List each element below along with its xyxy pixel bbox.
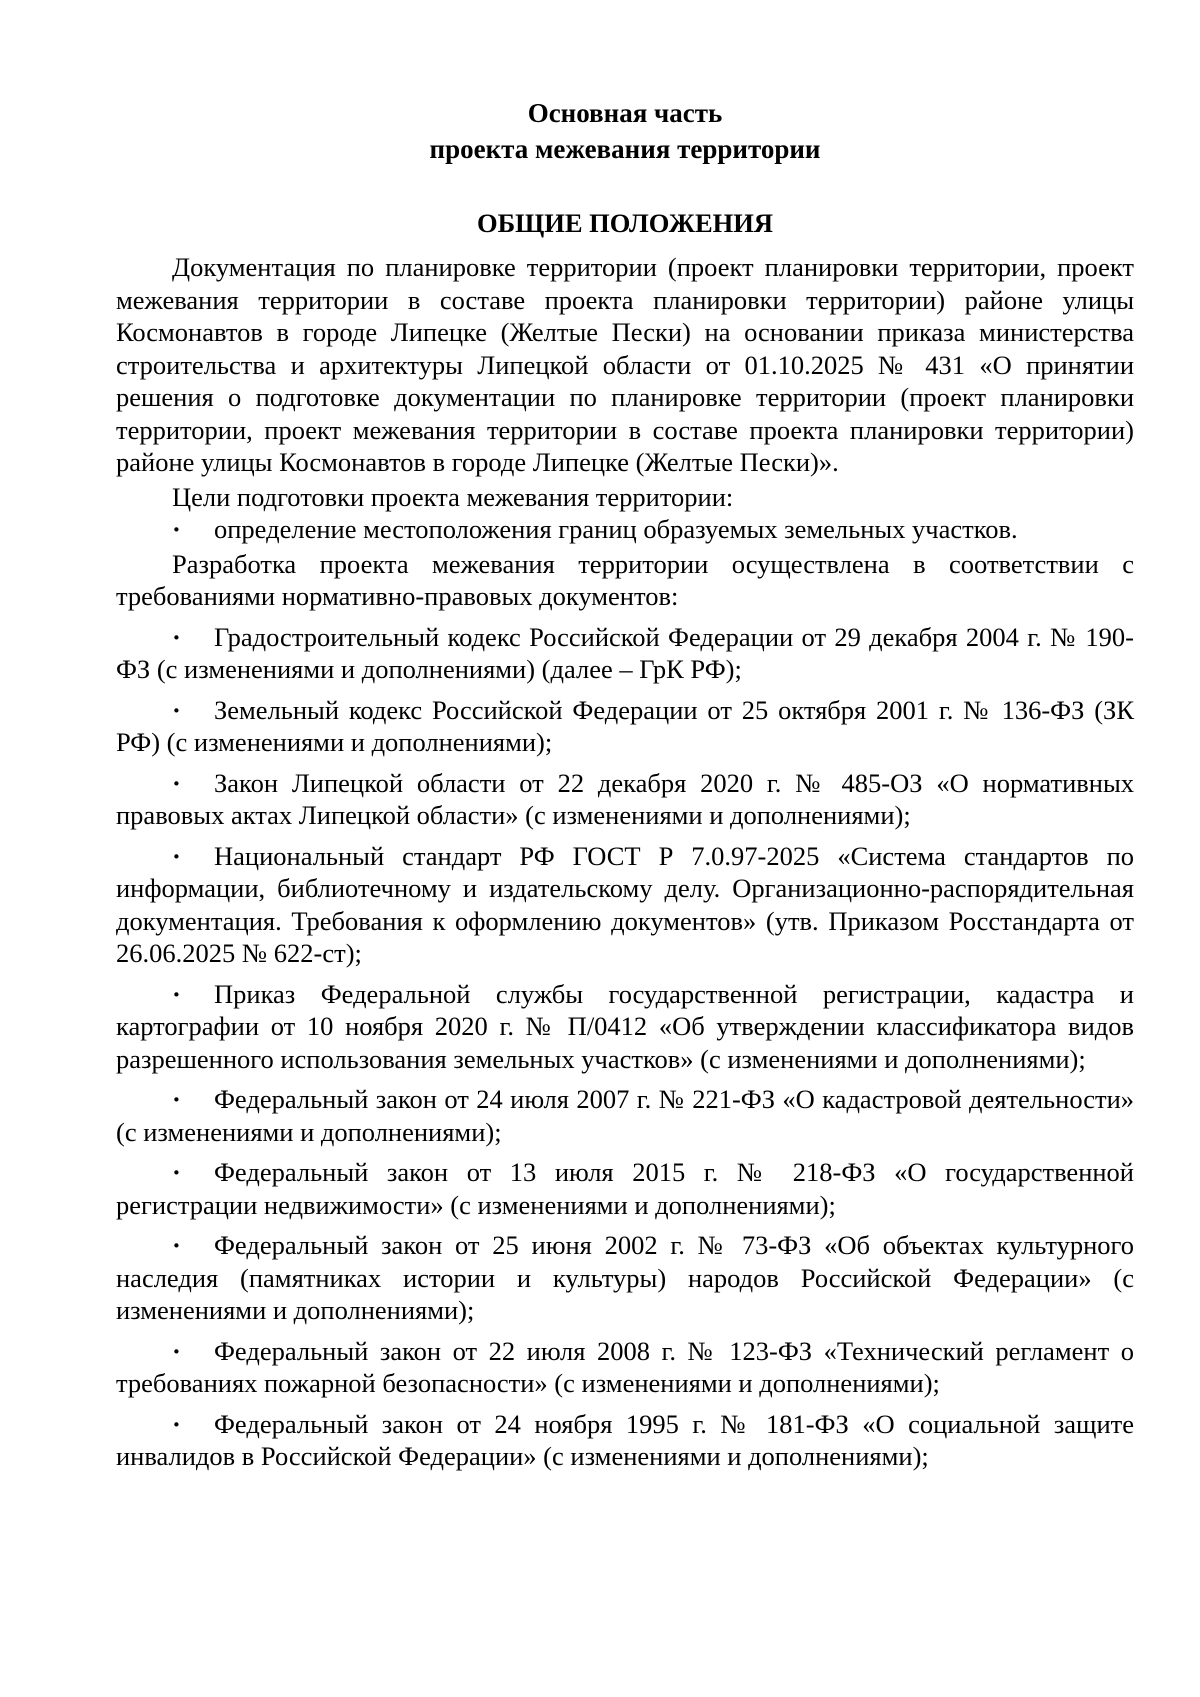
bullet-icon: · (172, 514, 181, 544)
bullet-icon: · (172, 694, 181, 725)
legal-document-text: Федеральный закон от 22 июля 2008 г. № 123-ФЗ «Технический регламент о требованиях пожарной безопасности» (с изменениями и дополнениями); (116, 1335, 1134, 1398)
list-item (116, 513, 1134, 546)
bullet-icon: · (172, 767, 181, 798)
legal-document-text: Федеральный закон от 25 июня 2002 г. № 73-ФЗ «Об объектах культурного наследия (памятниках истории и культуры) народов Российской Федерации» (с изменениями и дополнениями); (116, 1230, 1134, 1325)
list-item (116, 694, 1134, 759)
bullet-icon: · (172, 1157, 181, 1187)
goal-text: определение местоположения границ образуемых земельных участков. (214, 514, 1018, 544)
legal-document-text: Земельный кодекс Российской Федерации от 25 октября 2001 г. № 136-ФЗ (ЗК РФ) (с изменениями и дополнениями); (116, 694, 1134, 757)
section-heading: ОБЩИЕ ПОЛОЖЕНИЯ (477, 208, 773, 238)
document-title (116, 95, 1134, 167)
legal-document-text: Национальный стандарт РФ ГОСТ Р 7.0.97-2025 «Система стандартов по информации, библиотечному и издательскому делу. Организационно-распорядительная документация. Требования к оформлению документов» (утв. Приказом Росстандарта от 26.06.2025 № 622-ст); (116, 840, 1134, 968)
list-item (116, 621, 1134, 686)
goals-list (116, 513, 1134, 546)
legal-documents-list (116, 621, 1134, 1473)
list-item (116, 1335, 1134, 1400)
legal-document-text: Федеральный закон от 24 ноября 1995 г. № 181-ФЗ «О социальной защите инвалидов в Российской Федерации» (с изменениями и дополнениями); (116, 1408, 1134, 1471)
title-line-1: Основная часть (527, 98, 723, 128)
list-item (116, 840, 1134, 970)
bullet-icon: · (172, 1084, 181, 1114)
legal-document-text: Приказ Федеральной службы государственной регистрации, кадастра и картографии от 10 ноября 2020 г. № П/0412 «Об утверждении классификатора видов разрешенного использования земельных участков» (с изменениями и дополнениями); (116, 978, 1134, 1074)
list-item (116, 978, 1134, 1076)
list-item (116, 1156, 1134, 1221)
goals-intro: Цели подготовки проекта межевания территории: (172, 481, 734, 512)
bullet-icon: · (172, 840, 181, 871)
development-intro: Разработка проекта межевания территории осуществлена в соответствии с требованиями нормативно-правовых документов: (116, 548, 1134, 611)
list-item (116, 1083, 1134, 1148)
list-item (116, 1229, 1134, 1327)
bullet-icon: · (172, 1230, 181, 1260)
bullet-icon: · (172, 621, 181, 652)
intro-paragraph: Документация по планировке территории (проект планировки территории, проект межевания территории в составе проекта планировки территории) районе улицы Космонавтов в городе Липецке (Желтые Пески) на основании приказа министерства строительства и архитектуры Липецкой области от 01.10.2025 № 431 «О принятии решения о подготовке документации по планировке территории (проект планировки территории, проект межевания территории в составе проекта планировки территории) районе улицы Космонавтов в городе Липецке (Желтые Пески)». (116, 252, 1134, 477)
title-line-2: проекта межевания территории (429, 134, 821, 164)
legal-document-text: Градостроительный кодекс Российской Федерации от 29 декабря 2004 г. № 190-ФЗ (с изменениями и дополнениями) (далее – ГрК РФ); (116, 621, 1134, 684)
bullet-icon: · (172, 978, 181, 1009)
bullet-icon: · (172, 1335, 181, 1366)
list-item (116, 767, 1134, 832)
bullet-icon: · (172, 1408, 181, 1439)
legal-document-text: Федеральный закон от 13 июля 2015 г. № 218-ФЗ «О государственной регистрации недвижимости» (с изменениями и дополнениями); (116, 1157, 1134, 1220)
list-item (116, 1408, 1134, 1473)
legal-document-text: Закон Липецкой области от 22 декабря 2020 г. № 485-ОЗ «О нормативных правовых актах Липецкой области» (с изменениями и дополнениями); (116, 767, 1134, 830)
legal-document-text: Федеральный закон от 24 июля 2007 г. № 221-ФЗ «О кадастровой деятельности» (с изменениями и дополнениями); (116, 1084, 1134, 1147)
